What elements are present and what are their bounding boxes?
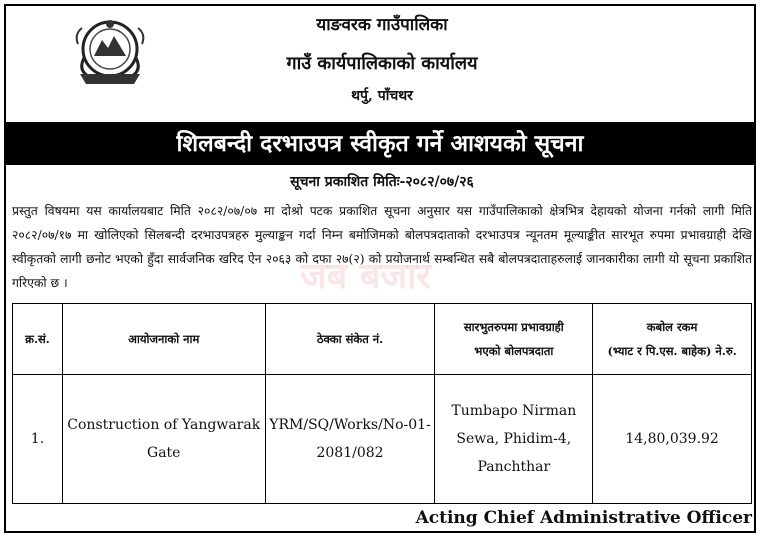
cell-bidder-line2: Sewa, Phidim-4, — [456, 431, 572, 447]
col-header-bidder-line1: सारभुतरुपमा प्रभावग्राही — [463, 320, 564, 334]
table-row — [13, 375, 752, 504]
col-header-amount — [593, 304, 752, 375]
col-header-amount-line1: कबोल रकम — [646, 320, 698, 334]
cell-bidder — [435, 375, 593, 504]
watermark: जब बजार — [300, 256, 432, 297]
notice-body: प्रस्तुत विषयमा यस कार्यालयबाट मिति २०८२/०७/०७ मा दोश्रो पटक प्रकाशित सूचना अनुसार यस गाउँपालिकाको क्षेत्रभित्र देहायको योजना गर्नको लागी मिति २०८२/०७/१७ मा खोलिएको सिलबन्दी दरभाउपत्रहरु मुल्याङ्कन गर्दा निम्न बमोजिमको बोलपत्रदाताको दरभाउपत्र न्यूनतम मूल्याङ्कीत सारभूत रुपमा प्रभावग्राही देखि स्वीकृतको लागी छनोट भएको हुँदा सार्वजनिक खरिद ऐन २०६३ को दफा २७(२) को प्रयोजनार्थ सम्बन्धित सबै बोलपत्रदाताहरुलाई जानकारीका लागी यो सूचना प्रकाशित गरिएको छ । — [12, 204, 752, 290]
col-header-project: आयोजनाको नाम — [62, 304, 265, 375]
cell-project-line2: Gate — [147, 445, 181, 461]
cell-bidder-line3: Panchthar — [477, 459, 551, 475]
cell-sn: 1. — [13, 375, 63, 504]
notice-title-banner: शिलबन्दी दरभाउपत्र स्वीकृत गर्ने आशयको सूचना — [6, 122, 754, 165]
col-header-contract: ठेक्का संकेत नं. — [265, 304, 435, 375]
cell-contract — [265, 375, 435, 504]
col-header-sn: क्र.सं. — [13, 304, 63, 375]
table-header-row — [13, 304, 752, 375]
cell-contract-line1: YRM/SQ/Works/No-01- — [269, 417, 431, 433]
cell-bidder-line1: Tumbapo Nirman — [451, 403, 577, 419]
municipality-name: याङवरक गाउँपालिका — [316, 15, 448, 35]
cell-contract-line2: 2081/082 — [316, 445, 384, 461]
cell-amount: 14,80,039.92 — [593, 375, 752, 504]
office-name: गाउँ कार्यपालिकाको कार्यालय — [286, 53, 478, 74]
published-date: सूचना प्रकाशित मितिः-२०८२/०७/२६ — [290, 174, 474, 190]
cell-project-line1: Construction of Yangwarak — [67, 417, 261, 433]
col-header-bidder-line2: भएको बोलपत्रदाता — [474, 344, 554, 358]
col-header-amount-line2: (भ्याट र पि.एस. बाहेक) ने.रु. — [607, 344, 737, 358]
col-header-bidder — [435, 304, 593, 375]
cell-project — [62, 375, 265, 504]
signatory-title: Acting Chief Administrative Officer — [415, 508, 752, 528]
tender-table — [12, 303, 752, 504]
office-location: थर्पु, पाँचथर — [351, 88, 413, 104]
